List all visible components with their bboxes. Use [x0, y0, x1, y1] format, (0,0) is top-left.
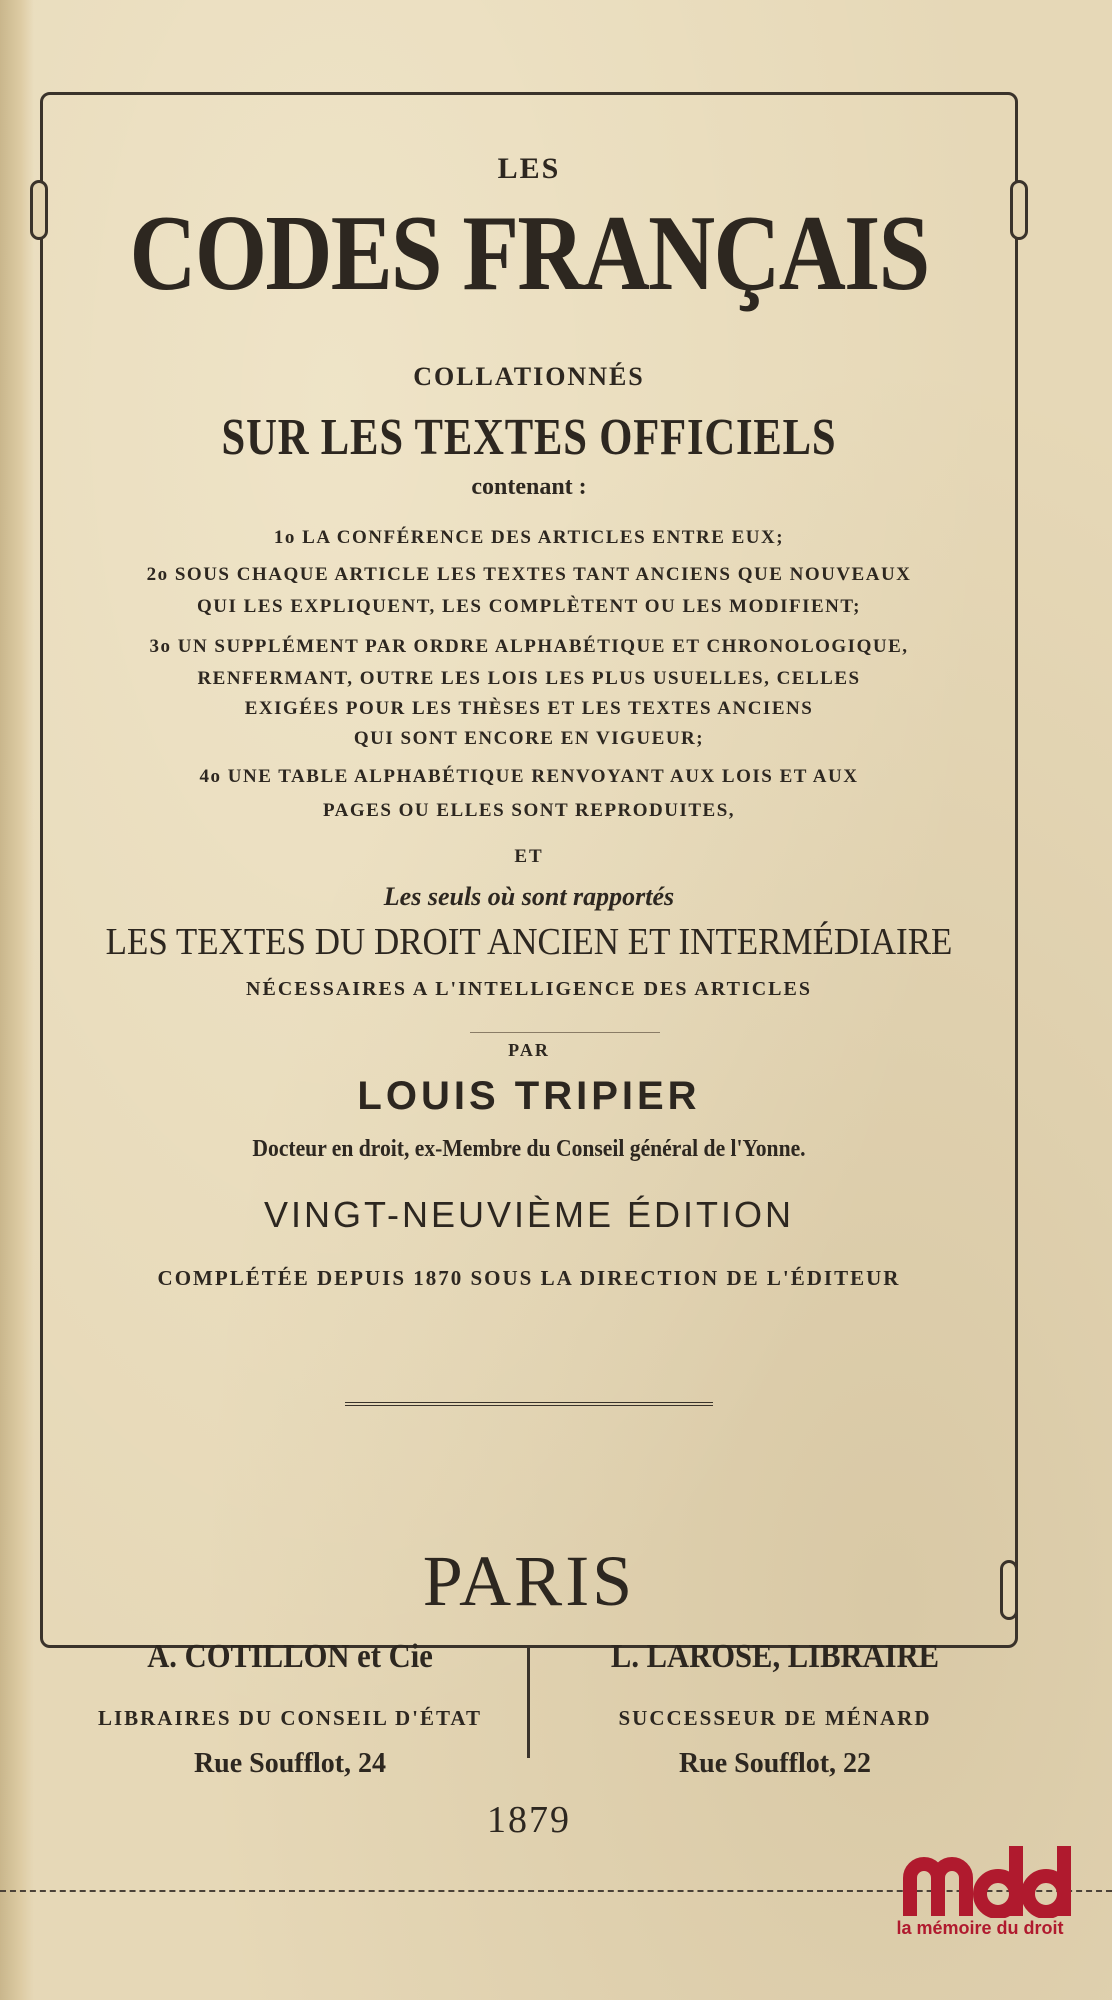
publisher-right-address: Rue Soufflot, 22 — [678, 1748, 872, 1779]
frame-ornament-right — [1010, 180, 1028, 240]
city-paris: PARIS — [422, 1541, 636, 1621]
collationnes-line: COLLATIONNÉS — [413, 362, 645, 391]
publisher-left-subtitle: LIBRAIRES DU CONSEIL D'ÉTAT — [97, 1706, 483, 1730]
contents-line: RENFERMANT, OUTRE LES LOIS LES PLUS USUELLES, CELLES — [197, 668, 861, 689]
contents-line: 4o UNE TABLE ALPHABÉTIQUE RENVOYANT AUX LOIS ET AUX — [199, 766, 859, 787]
publisher-divider — [527, 1648, 530, 1758]
subtitle-textes-officiels: SUR LES TEXTES OFFICIELS — [221, 409, 837, 466]
completee-line: COMPLÉTÉE DEPUIS 1870 SOUS LA DIRECTION DE L'ÉDITEUR — [157, 1266, 901, 1290]
title-frame — [40, 92, 1018, 1648]
contents-line: QUI SONT ENCORE EN VIGUEUR; — [353, 728, 705, 749]
main-title: CODES FRANÇAIS — [129, 194, 929, 313]
publisher-left-address: Rue Soufflot, 24 — [193, 1748, 387, 1779]
contents-line: 2o SOUS CHAQUE ARTICLE LES TEXTES TANT ANCIENS QUE NOUVEAUX — [146, 564, 912, 585]
contenant-line: contenant : — [471, 474, 587, 500]
author-title: Docteur en droit, ex-Membre du Conseil général de l'Yonne. — [252, 1136, 806, 1162]
spine-edge — [0, 0, 34, 2000]
contents-line: PAGES OU ELLES SONT REPRODUITES, — [322, 800, 736, 821]
title-les: LES — [497, 152, 561, 185]
et-line: ET — [514, 846, 544, 867]
necessaires-line: NÉCESSAIRES A L'INTELLIGENCE DES ARTICLES — [246, 978, 812, 1000]
contents-line: 3o UN SUPPLÉMENT PAR ORDRE ALPHABÉTIQUE ET CHRONOLOGIQUE, — [149, 636, 909, 657]
publisher-right-subtitle: SUCCESSEUR DE MÉNARD — [618, 1706, 932, 1730]
publisher-left-name: A. COTILLON et Cie — [147, 1638, 433, 1675]
frame-ornament-left — [30, 180, 48, 240]
textes-droit-line: LES TEXTES DU DROIT ANCIEN ET INTERMÉDIAIRE — [105, 921, 953, 963]
mdd-tagline: la mémoire du droit — [896, 1918, 1064, 1938]
ornamental-divider — [345, 1402, 713, 1406]
publisher-right-name: L. LAROSE, LIBRAIRE — [610, 1638, 940, 1675]
contents-line: EXIGÉES POUR LES THÈSES ET LES TEXTES ANCIENS — [244, 698, 814, 719]
contents-line: QUI LES EXPLIQUENT, LES COMPLÈTENT OU LES MODIFIENT; — [197, 596, 861, 617]
publication-year: 1879 — [487, 1799, 571, 1841]
les-seuls-line: Les seuls où sont rapportés — [383, 882, 675, 911]
author-name: LOUIS TRIPIER — [357, 1074, 701, 1118]
contents-line: 1o LA CONFÉRENCE DES ARTICLES ENTRE EUX; — [273, 527, 785, 548]
mdd-logo — [880, 1838, 1100, 1958]
edition-line: VINGT-NEUVIÈME ÉDITION — [263, 1194, 795, 1235]
mdd-logo-icon — [900, 1838, 1080, 1918]
par-rule — [470, 1032, 660, 1033]
par-line: PAR — [508, 1040, 550, 1060]
